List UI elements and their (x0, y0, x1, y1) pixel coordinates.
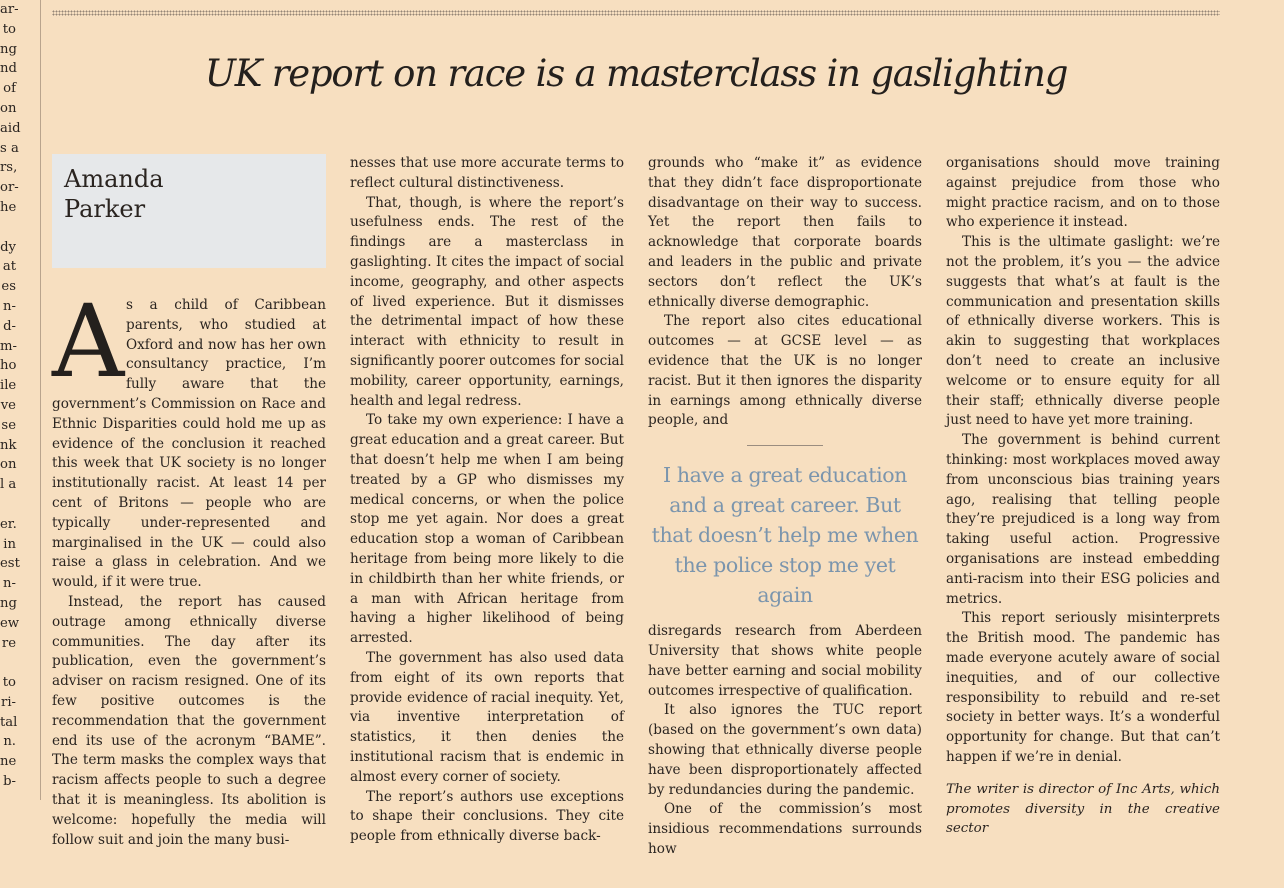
prev-column-fragment: ne (0, 754, 17, 770)
column-divider (40, 0, 41, 800)
byline-box (52, 154, 326, 268)
paragraph: grounds who “make it” as evidence that they didn’t face disproportionate disadvantage on their way to success. Yet the report then fails to acknowledge that corporate boards and leaders in the public and private sectors don’t reflect the UK’s ethnically diverse demographic. (648, 155, 922, 310)
prev-column-fragment: b- (3, 774, 16, 790)
prev-column-fragment: ho (0, 358, 17, 374)
paragraph: This report seriously misinterprets the British mood. The pandemic has made everyone acutely aware of social inequities, and of our collective responsibility to rebuild and re-set society in better ways. It’s a wonderful opportunity for change. But that can’t happen if we’re in denial. (946, 610, 1220, 765)
paragraph: Instead, the report has caused outrage among ethnically diverse communities. The day after its publication, even the government’s adviser on racism resigned. One of its few positive outcomes is the recommendation that the government end its use of the acronym “BAME”. The term masks the complex ways that racism affects people to such a degree that it is meaningless. Its abolition is welcome: hopefully the media will follow suit and join the many busi- (52, 593, 326, 848)
prev-column-fragment: on (0, 100, 17, 116)
prev-column-fragment: of (3, 81, 16, 97)
paragraph: It also ignores the TUC report (based on the government’s own data) showing that ethnically diverse people have been disproportionately affected by redundancies during the pandemic. (648, 702, 922, 798)
prev-column-fragment: he (0, 199, 17, 215)
prev-column-fragment: d- (3, 318, 16, 334)
paragraph: nesses that use more accurate terms to reflect cultural distinctiveness. (350, 155, 624, 191)
prev-column-fragment: at (2, 259, 16, 275)
article-column-1 (52, 154, 326, 850)
prev-column-fragment: est (0, 556, 20, 572)
article-column-4 (946, 154, 1220, 839)
prev-column-fragment (0, 495, 16, 515)
drop-cap: A (52, 283, 125, 400)
prev-column-fragment: m- (0, 338, 17, 354)
prev-column-fragment: nd (0, 61, 17, 77)
dotted-rule (52, 10, 1220, 16)
paragraph: The report also cites educational outcomes — at GCSE level — as evidence that the UK is no longer racist. But it then ignores the disparity in earnings among ethnically diverse people, and (648, 313, 922, 429)
prev-column-fragment: n. (3, 734, 16, 750)
paragraph: One of the commission’s most insidious recommendations surrounds how (648, 801, 922, 857)
prev-column-fragment: dy (0, 239, 16, 255)
prev-column-fragment: ew (0, 615, 20, 631)
paragraph: This is the ultimate gaslight: we’re not the problem, it’s you — the advice suggests that what’s at fault is the communication and presentation skills of ethnically diverse workers. This is akin to suggesting that workplaces don’t need to create an inclusive welcome or to ensure equity for all their staff; ethnically diverse people just need to have yet more training. (946, 234, 1220, 429)
prev-column-fragment: ri- (1, 694, 16, 710)
prev-column-fragment: on (0, 457, 17, 473)
article-column-2 (350, 154, 624, 847)
prev-column-fragment: in (3, 536, 16, 552)
prev-column-fragment: to (2, 21, 16, 37)
prev-column-fragment: aid (0, 120, 21, 136)
paragraph: That, though, is where the report’s usefulness ends. The rest of the findings are a masterclass in gaslighting. It cites the impact of social income, geography, and other aspects of lived experience. But it dismisses the detrimental impact of how these interact with ethnicity to result in significantly poorer outcomes for social mobility, career opportunity, earnings, health and legal redress. (350, 194, 624, 409)
prev-column-fragment: rs, (0, 160, 18, 176)
paragraph: To take my own experience: I have a great education and a great career. But that doesn’t help me when I am being treated by a GP who dismisses my medical concerns, or when the police stop me yet again. Nor does a great education stop a woman of Caribbean heritage from being more likely to die in childbirth than her white friends, or a man with African heritage from having a higher likelihood of being arrested. (350, 412, 624, 647)
paragraph: The report’s authors use exceptions to shape their conclusions. They cite people from ethnically diverse back- (350, 788, 624, 845)
previous-column-fragment (0, 0, 21, 800)
paragraph: disregards research from Aberdeen University that shows white people have better earning and social mobility outcomes irrespective of qualification. (648, 623, 922, 699)
headline: UK report on race is a masterclass in gaslighting (204, 52, 1068, 95)
byline-first-name: Amanda (64, 165, 164, 193)
byline-last-name: Parker (64, 195, 146, 223)
prev-column-fragment: or- (0, 180, 19, 196)
prev-column-fragment (0, 218, 16, 238)
prev-column-fragment: ile (0, 378, 17, 394)
prev-column-fragment: nk (0, 437, 17, 453)
prev-column-fragment: ar- (0, 2, 19, 17)
prev-column-fragment (0, 653, 16, 673)
prev-column-fragment: ng (0, 595, 17, 611)
paragraph: The government has also used data from eight of its own reports that provide evidence of racial inequity. Yet, via inventive interpretation of statistics, it then denies the institutional racism that is endemic in almost every corner of society. (350, 649, 624, 785)
prev-column-fragment: ve (0, 397, 16, 413)
prev-column-fragment: s a (0, 140, 19, 156)
prev-column-fragment: to (2, 675, 16, 691)
prev-column-fragment: re (1, 635, 16, 651)
prev-column-fragment: n- (3, 298, 16, 314)
paragraph: s a child of Caribbean parents, who studied at Oxford and now has her own consultancy practice, I’m fully aware that the government’s Commission on Race and Ethnic Disparities could hold me up as evidence of the conclusion it reached this week that UK society is no longer institutionally racist. At least 14 per cent of Britons — people who are typically under-represented and marginalised in the UK — could also raise a glass in celebration. And we would, if it were true. (52, 297, 326, 591)
paragraph: organisations should move training against prejudice from those who might practice racism, and on to those who experience it instead. (946, 155, 1220, 231)
article-column-3 (648, 154, 922, 860)
author-signoff: The writer is director of Inc Arts, which promotes diversity in the creative sector (946, 781, 1220, 837)
pullquote-rule (747, 445, 823, 446)
prev-column-fragment: er. (0, 516, 17, 532)
prev-column-fragment: se (1, 417, 16, 433)
prev-column-fragment: tal (0, 714, 18, 730)
prev-column-fragment: n- (3, 576, 16, 592)
paragraph: The government is behind current thinking: most workplaces moved away from unconscious bias training years ago, realising that telling people they’re prejudiced is a long way from taking useful action. Progressive organisations are instead embedding anti-racism into their ESG policies and metrics. (946, 432, 1220, 607)
prev-column-fragment: es (1, 279, 16, 295)
prev-column-fragment: ng (0, 41, 17, 57)
prev-column-fragment: l a (0, 477, 17, 493)
pull-quote: I have a great education and a great career. But that doesn’t help me when the police stop me yet again (651, 463, 919, 608)
